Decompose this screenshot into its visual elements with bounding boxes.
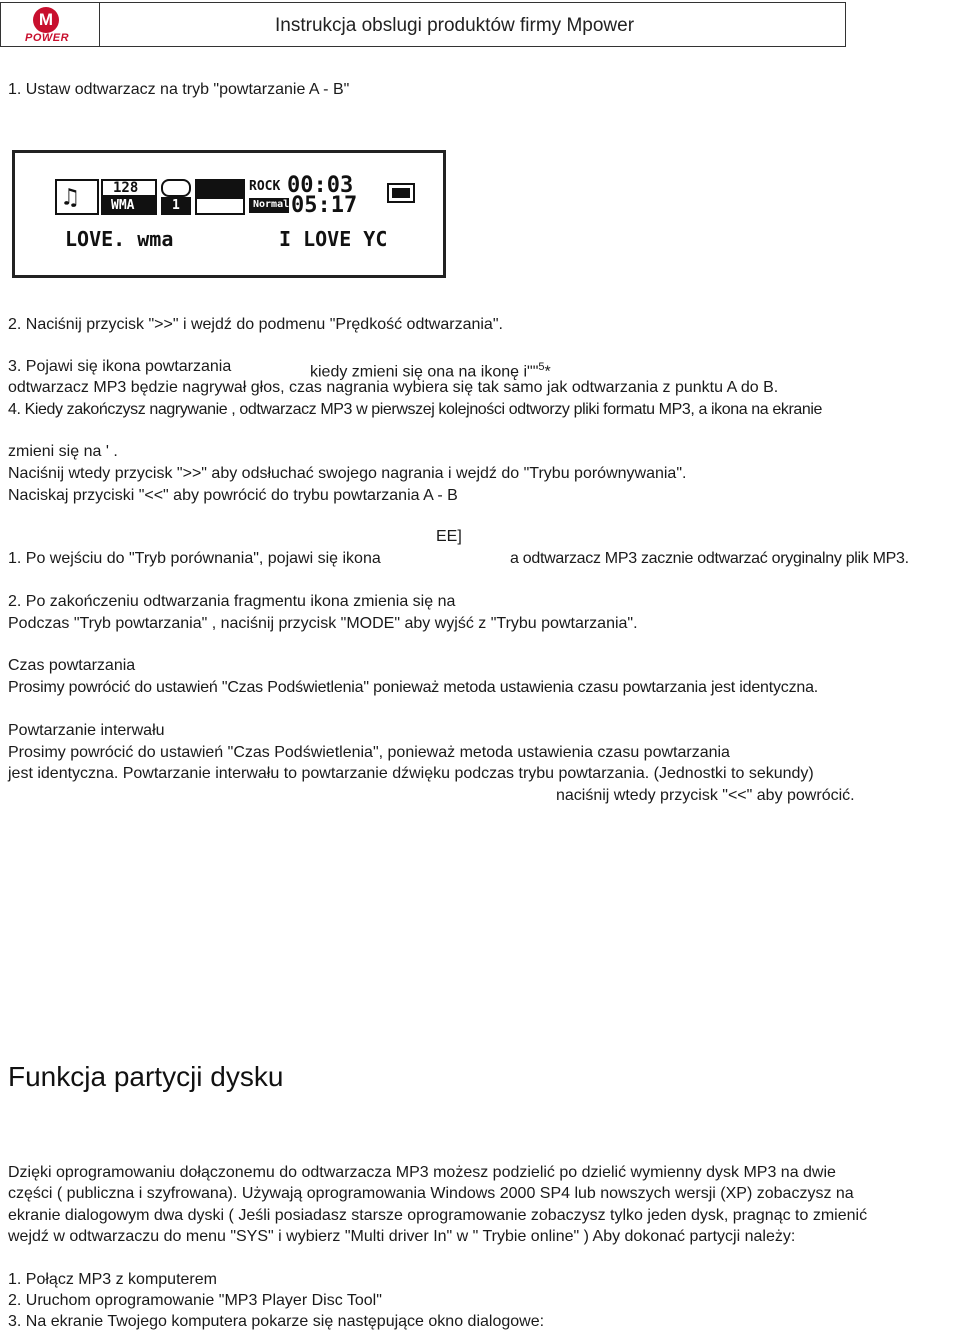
list-item: 3. Na ekranie Twojego komputera pokarze się następujące okno dialogowe: [8,1313,545,1330]
text-line: 4. Kiedy zakończysz nagrywanie , odtwarzacz MP3 w pierwszej kolejności odtworzy pliki formatu MP3, a ikona na ekranie [8,401,823,418]
text-line: a odtwarzacz MP3 zacznie odtwarzać oryginalny plik MP3. [510,550,909,567]
text-line: 2. Po zakończeniu odtwarzania fragmentu ikona zmienia się na [8,593,456,610]
text-line: EE] [436,528,462,545]
list-item: 1. Połącz MP3 z komputerem [8,1271,217,1288]
section-heading: Funkcja partycji dysku [8,1061,284,1092]
text-line: Naciśnij wtedy przycisk ">>" aby odsłuchać swojego nagrania i wejdź do "Trybu porównywania". [8,465,687,482]
page-header [0,2,846,47]
song-title: I LOVE YC [279,227,388,251]
logo-icon: M [33,7,59,33]
logo-text: POWER [25,32,70,44]
ab-icon [195,179,245,197]
text-line: ekranie dialogowym dwa dyski ( Jeśli posiadasz starsze oprogramowanie zobaczysz tylko jeden dysk, pragnąc to zmienić [8,1207,868,1224]
text-line: 1. Ustaw odtwarzacz na tryb "powtarzanie A - B" [8,81,350,98]
mode-box: Normal [249,198,289,213]
mpower-logo [1,3,100,46]
lcd-screenshot [12,150,446,278]
text-line: Prosimy powrócić do ustawień "Czas Podświetlenia" ponieważ metoda ustawienia czasu powtarzania jest identyczna. [8,679,819,696]
text-line: Dzięki oprogramowaniu dołączonemu do odtwarzacza MP3 możesz podzielić po dzielić wymienny dysk MP3 na dwie [8,1164,836,1181]
text-line: zmieni się na ' . [8,443,118,460]
eq-label: ROCK [249,179,281,194]
return-icon [195,197,245,215]
track-box: 1 [161,197,191,215]
header-title: Instrukcja obslugi produktów firmy Mpower [275,15,635,36]
text-line: kiedy zmieni się ona na ikonę i""$^5$* [310,361,551,381]
text-line: wejdź w odtwarzaczu do menu "SYS" i wybierz "Multi driver In" w " Trybie online" ) Aby dokonać partycji należy: [8,1228,796,1245]
text-line: naciśnij wtedy przycisk "<<" aby powrócić. [556,787,855,804]
format-box: WMA [101,197,157,215]
text-line: Podczas "Tryb powtarzania" , naciśnij przycisk "MODE" aby wyjść z "Trybu powtarzania". [8,615,638,632]
repeat-icon [161,179,191,197]
text-line: części ( publiczna i szyfrowana). Używają oprogramowania Windows 2000 SP4 lub nowszych wersji (XP) zobaczysz na [8,1185,854,1202]
total-time: 05:17 [291,193,358,218]
text-line: jest identyczna. Powtarzanie interwału to powtarzanie dźwięku podczas trybu powtarzania. (Jednostki to sekundy) [8,765,814,782]
music-note-icon: ♫ [55,179,99,215]
text-line: odtwarzacz MP3 będzie nagrywał głos, czas nagrania wybiera się tak samo jak odtwarzania z punktu A do B. [8,379,779,396]
bitrate-box: 128 [101,179,157,197]
section-title: Czas powtarzania [8,657,136,674]
text-line: Prosimy powrócić do ustawień "Czas Podświetlenia", ponieważ metoda ustawienia czasu powtarzania [8,744,730,761]
elapsed-time: 00:03 [287,173,354,198]
section-title: Powtarzanie interwału [8,722,165,739]
song-name: LOVE. wma [65,227,174,251]
text-line: 2. Naciśnij przycisk ">>" i wejdź do podmenu "Prędkość odtwarzania". [8,316,503,333]
text-line: 3. Pojawi się ikona powtarzania [8,358,232,375]
text-line: Naciskaj przyciski "<<" aby powrócić do trybu powtarzania A - B [8,487,458,504]
list-item: 2. Uruchom oprogramowanie "MP3 Player Disc Tool" [8,1292,382,1309]
battery-icon [387,183,415,203]
text-line: 1. Po wejściu do "Tryb porównania", pojawi się ikona [8,550,381,567]
